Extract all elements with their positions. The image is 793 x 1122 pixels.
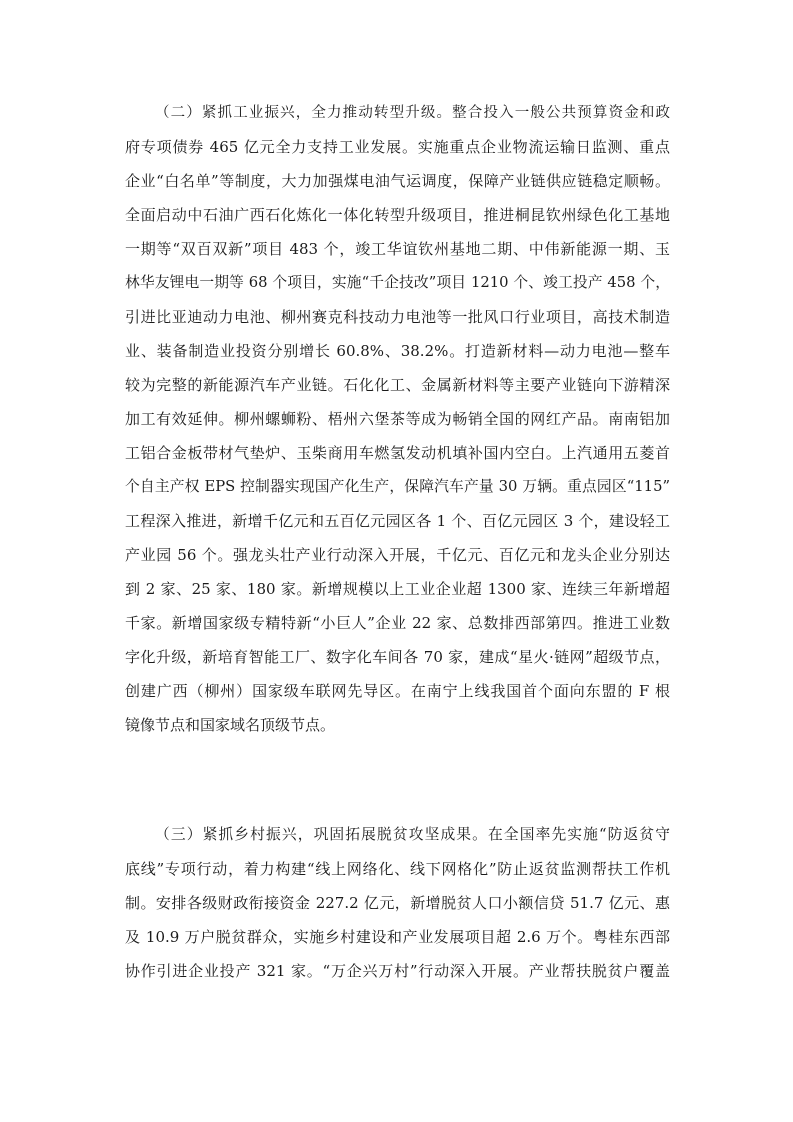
paragraph-rural — [125, 818, 670, 988]
text-line: 加工有效延伸。柳州螺蛳粉、梧州六堡茶等成为畅销全国的网红产品。南南铝加 — [125, 410, 670, 428]
text-line: 协作引进企业投产 321 家。“万企兴万村”行动深入开展。产业帮扶脱贫户覆盖 — [125, 962, 670, 980]
paragraph-industry — [125, 96, 670, 742]
text-line: 工铝合金板带材气垫炉、玉柴商用车燃氢发动机填补国内空白。上汽通用五菱首 — [125, 444, 670, 462]
text-line: 千家。新增国家级专精特新“小巨人”企业 22 家、总数排西部第四。推进工业数 — [125, 614, 670, 632]
text-line: 业、装备制造业投资分别增长 60.8%、38.2%。打造新材料—动力电池—整车 — [125, 342, 670, 360]
text-line: 林华友锂电一期等 68 个项目，实施“千企技改”项目 1210 个、竣工投产 458 个， — [125, 274, 670, 291]
text-line: 引进比亚迪动力电池、柳州赛克科技动力电池等一批风口行业项目，高技术制造 — [125, 308, 670, 326]
text-line: 底线”专项行动，着力构建“线上网络化、线下网格化”防止返贫监测帮扶工作机 — [125, 860, 670, 878]
text-line: 镜像节点和国家域名顶级节点。 — [125, 716, 336, 734]
text-line: 字化升级，新培育智能工厂、数字化车间各 70 家，建成“星火·链网”超级节点， — [125, 648, 670, 666]
text-line: 较为完整的新能源汽车产业链。石化化工、金属新材料等主要产业链向下游精深 — [125, 376, 670, 394]
text-line: （二）紧抓工业振兴，全力推动转型升级。整合投入一般公共预算资金和政 — [155, 105, 670, 121]
text-line: 及 10.9 万户脱贫群众，实施乡村建设和产业发展项目超 2.6 万个。粤桂东西部 — [125, 928, 670, 946]
text-line: 企业“白名单”等制度，大力加强煤电油气运调度，保障产业链供应链稳定顺畅。 — [125, 172, 670, 190]
text-line: （三）紧抓乡村振兴，巩固拓展脱贫攻坚成果。在全国率先实施“防返贫守 — [155, 826, 670, 843]
text-line: 一期等“双百双新”项目 483 个，竣工华谊钦州基地二期、中伟新能源一期、玉 — [125, 240, 670, 258]
text-line: 创建广西（柳州）国家级车联网先导区。在南宁上线我国首个面向东盟的 F 根 — [125, 682, 670, 700]
text-line: 产业园 56 个。强龙头壮产业行动深入开展，千亿元、百亿元和龙头企业分别达 — [125, 546, 670, 564]
text-line: 到 2 家、25 家、180 家。新增规模以上工业企业超 1300 家、连续三年新增超 — [125, 580, 670, 598]
text-line: 制。安排各级财政衔接资金 227.2 亿元，新增脱贫人口小额信贷 51.7 亿元、惠 — [125, 894, 670, 912]
text-line: 个自主产权 EPS 控制器实现国产化生产，保障汽车产量 30 万辆。重点园区“115” — [125, 478, 670, 495]
text-line: 全面启动中石油广西石化炼化一体化转型升级项目，推进桐昆钦州绿色化工基地 — [125, 206, 670, 224]
text-line: 府专项债券 465 亿元全力支持工业发展。实施重点企业物流运输日监测、重点 — [125, 138, 670, 156]
text-line: 工程深入推进，新增千亿元和五百亿元园区各 1 个、百亿元园区 3 个，建设轻工 — [125, 512, 670, 530]
